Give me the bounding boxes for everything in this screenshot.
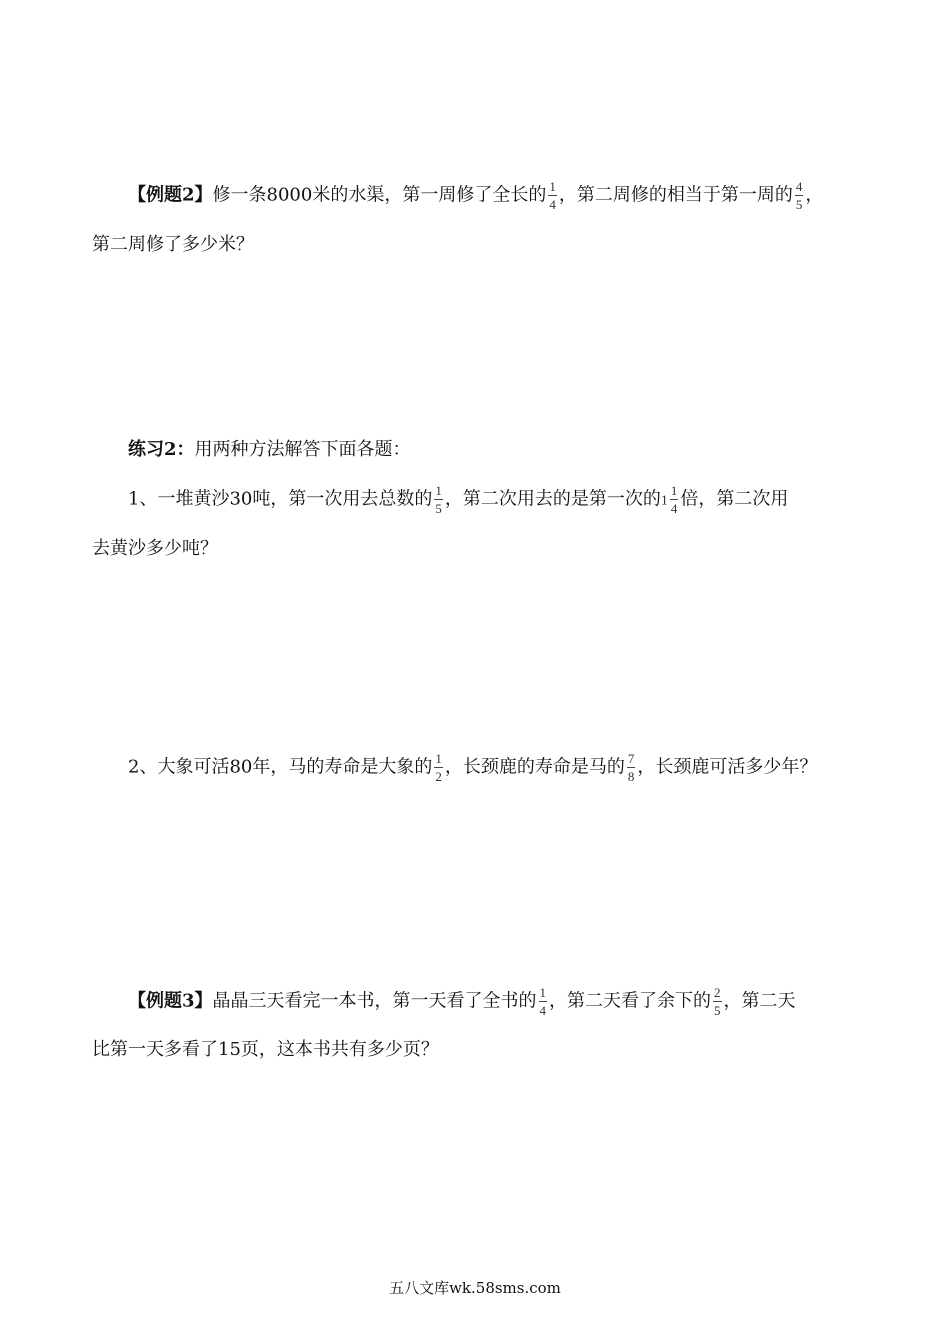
example2-line1 bbox=[128, 179, 823, 212]
q1-text-a: 1、一堆黄沙30吨，第一次用去总数的 bbox=[128, 488, 433, 510]
q2-text-c: ，长颈鹿可活多少年？ bbox=[637, 756, 818, 778]
example2-text-a: 修一条8000米的水渠，第一周修了全长的 bbox=[212, 184, 547, 206]
fraction: $\frac{7}{8}$ bbox=[627, 751, 635, 784]
fraction: $\frac{4}{5}$ bbox=[795, 179, 803, 212]
fraction: $\frac{1}{4}$ bbox=[670, 483, 678, 516]
example2-text-b: ，第二周修的相当于第一周的 bbox=[558, 184, 793, 206]
footer-watermark: 五八文库wk.58sms.com bbox=[389, 1279, 561, 1297]
practice2-intro: 用两种方法解答下面各题： bbox=[194, 439, 411, 460]
example2-text-c: ， bbox=[805, 184, 824, 206]
fraction: $\frac{1}{5}$ bbox=[435, 483, 442, 516]
fraction: $\frac{1}{4}$ bbox=[549, 179, 556, 212]
practice2-q1-line2: 去黄沙多少吨？ bbox=[92, 538, 218, 559]
practice2-header bbox=[128, 438, 411, 462]
practice2-q1-line1 bbox=[128, 483, 788, 516]
q2-text-a: 2、大象可活80年，马的寿命是大象的 bbox=[128, 756, 433, 778]
fraction: $\frac{1}{2}$ bbox=[435, 751, 442, 784]
example3-text-b: ，第二天看了余下的 bbox=[549, 990, 712, 1012]
q1-text-c: 倍，第二次用 bbox=[680, 488, 789, 510]
example3-text-c: ，第二天 bbox=[723, 990, 796, 1012]
fraction: $\frac{1}{4}$ bbox=[539, 985, 547, 1018]
practice2-q2 bbox=[128, 751, 817, 784]
fraction: $\frac{2}{5}$ bbox=[714, 985, 721, 1018]
example3-label: 【例题3】 bbox=[128, 990, 213, 1012]
example3-line2: 比第一天多看了15页，这本书共有多少页？ bbox=[92, 1039, 439, 1060]
q1-text-b: ，第二次用去的是第一次的 bbox=[444, 488, 661, 510]
example3-text-a: 晶晶三天看完一本书，第一天看了全书的 bbox=[212, 990, 537, 1012]
example2-label: 【例题2】 bbox=[128, 184, 213, 206]
mixed-number-whole: 1 bbox=[660, 493, 668, 509]
practice2-label: 练习2： bbox=[128, 439, 195, 460]
example3-line1 bbox=[128, 985, 796, 1018]
example2-line2: 第二周修了多少米？ bbox=[92, 234, 254, 255]
q2-text-b: ，长颈鹿的寿命是马的 bbox=[444, 756, 625, 778]
